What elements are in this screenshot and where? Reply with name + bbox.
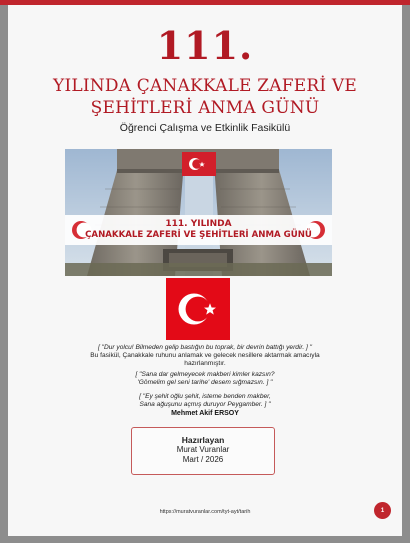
- quote-author: Mehmet Akif ERSOY: [171, 410, 239, 417]
- banner-title-line-1: 111. YILINDA: [165, 219, 232, 229]
- title-number: 111.: [156, 23, 254, 68]
- page-number-badge: 1: [374, 502, 391, 519]
- quote-1: [ "Dur yolcu! Bilmeden gelip bastığın bu toprak, bir devrin battığı yerdir. ] ": [97, 344, 313, 351]
- prepared-by-box: [131, 427, 275, 475]
- flag-icon: [182, 152, 216, 176]
- quote-3-line-2: Sana ağuşunu açmış duruyor Peygamber. ] ": [139, 401, 271, 408]
- quote-2-line-1: [ "Sana dar gelmeyecek makberi kimler kazsın?: [135, 371, 275, 378]
- banner-title-line-2: ÇANAKKALE ZAFERİ VE ŞEHİTLERİ ANMA GÜNÜ: [85, 230, 312, 240]
- intro-text-line-1: Bu fasikül, Çanakkale ruhunu anlamak ve gelecek nesillere aktarmak amacıyla: [90, 352, 320, 359]
- prepared-by-label: Hazırlayan: [181, 435, 225, 445]
- author-name: Murat Vuranlar: [176, 445, 230, 454]
- title-line-1: YILINDA ÇANAKKALE ZAFERİ VE: [53, 76, 357, 96]
- title-line-2: ŞEHİTLERİ ANMA GÜNÜ: [90, 98, 320, 118]
- turkish-flag-icon: [166, 278, 230, 340]
- footer-url[interactable]: https://muratvuranlar.com/tyt-ayt/tarih: [159, 509, 251, 515]
- publication-date: Mart / 2026: [182, 455, 224, 464]
- intro-text-line-2: hazırlanmıştır.: [184, 360, 226, 367]
- monument-banner-image: [65, 149, 332, 276]
- quote-2-line-2: 'Gömelim gel seni tarihe' desem sığmazsın. ] ": [137, 379, 273, 386]
- document-page: [8, 5, 402, 536]
- quote-3-line-1: [ "Ey şehit oğlu şehit, isteme benden makber,: [139, 393, 271, 400]
- subtitle: Öğrenci Çalışma ve Etkinlik Fasikülü: [119, 122, 291, 134]
- monument-illustration: [65, 149, 332, 276]
